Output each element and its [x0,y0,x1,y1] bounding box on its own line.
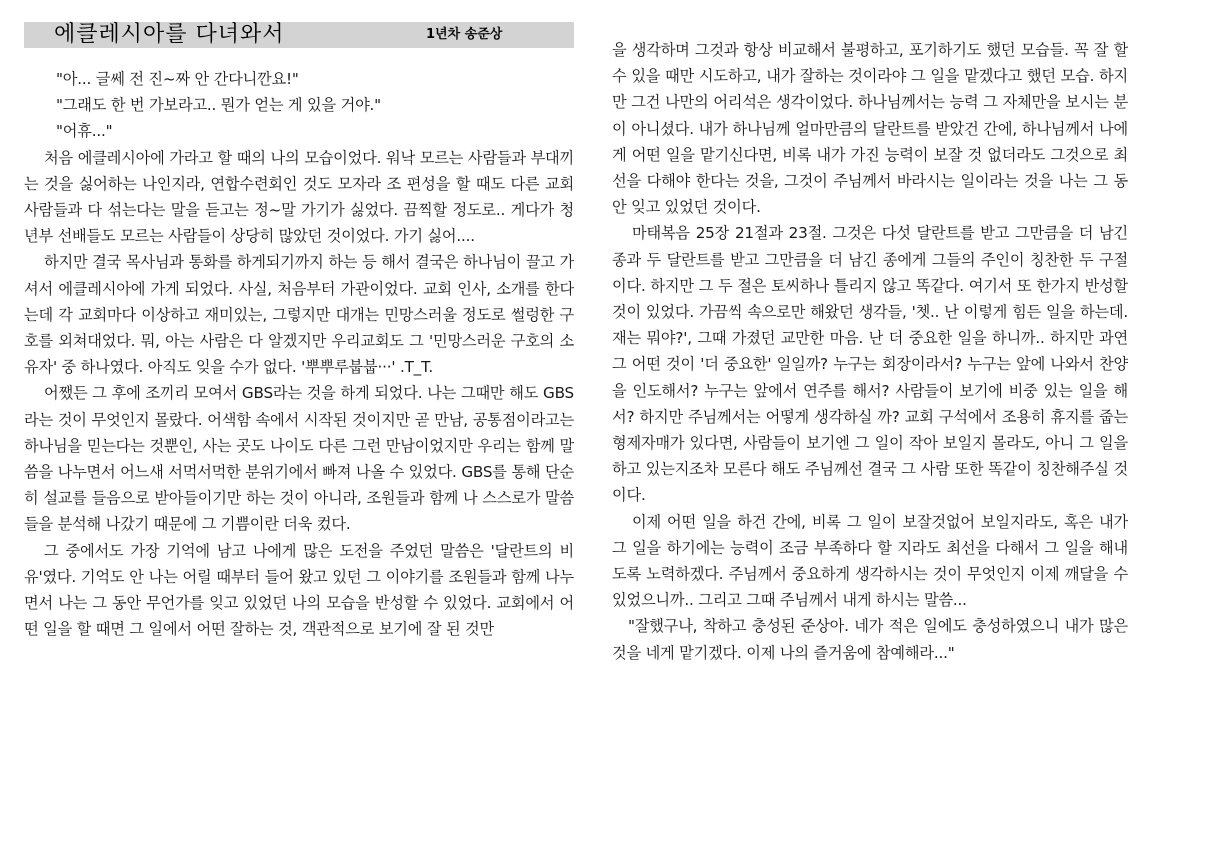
closing-quote: "잘했구나, 착하고 충성된 준상아. 네가 적은 일에도 충성하였으니 내가 많은 것을 네게 맡기겠다. 이제 나의 즐거움에 참예해라..." [612,617,1128,662]
body-paragraph: 을 생각하며 그것과 항상 비교해서 불평하고, 포기하기도 했던 모습들. 꼭 잘 할 수 있을 때만 시도하고, 내가 잘하는 것이라야 그 일을 맡겠다고 했던 모습. 하지만 그건 나만의 어리석은 생각이었다. 하나님께서는 능력 그 자체만을 보시는 분이 아니셨다. 내가 하나님께 얼마만큼의 달란트를 받았건 간에, 하나님께서 나에게 어떤 일을 맡기신다면, 비록 내가 가진 능력이 보잘 것 없더라도 그것으로 최선을 다해야 한다는 것을, 그것이 주님께서 바라시는 일이라는 것을 나는 그 동안 잊고 있었던 것이다. [612,41,1128,217]
dialogue-line: "어휴..." [56,122,113,141]
body-paragraph: 어쨌든 그 후에 조끼리 모여서 GBS라는 것을 하게 되었다. 나는 그때만 해도 GBS라는 것이 무엇인지 몰랐다. 어색함 속에서 시작된 것이지만 곧 만남, 공통점이라고는 하나님을 믿는다는 것뿐인, 사는 곳도 나이도 다른 그런 만남이었지만 우리는 함께 말씀을 나누면서 어느새 서먹서먹한 분위기에서 빠져 나올 수 있었다. GBS를 통해 단순히 설교를 들음으로 받아들이기만 하는 것이 아니라, 조원들과 함께 나 스스로가 말씀들을 분석해 나갔기 때문에 그 기쁨이란 더욱 컸다. [24,384,574,534]
author-byline: 1년차 송준상 [426,27,503,42]
body-paragraph: 이제 어떤 일을 하건 간에, 비록 그 일이 보잘것없어 보일지라도, 혹은 내가 그 일을 하기에는 능력이 조금 부족하다 할 지라도 최선을 다해서 그 일을 해내도록 노력하겠다. 주님께서 중요하게 생각하시는 것이 무엇인지 이제 깨달을 수 있었으니까.. 그리고 그때 주님께서 내게 하시는 말씀... [612,512,1128,610]
title-bar [24,22,574,48]
body-paragraph: 처음 에클레시아에 가라고 할 때의 나의 모습이었다. 워낙 모르는 사람들과 부대끼는 것을 싫어하는 나인지라, 연합수련회인 것도 모자라 조 편성을 할 때도 다른 교회 사람들과 다 섞는다는 말을 듣고는 정~말 가기가 싫었다. 끔찍할 정도로.. 게다가 청년부 선배들도 모르는 사람들이 상당히 많았던 것이었다. 가기 싫어.... [24,148,574,246]
body-paragraph: 마태복음 25장 21절과 23절. 그것은 다섯 달란트를 받고 그만큼을 더 남긴 종과 두 달란트를 받고 그만큼을 더 남긴 종에게 그들의 주인이 칭찬한 두 구절이다. 하지만 그 두 절은 토씨하나 틀리지 않고 똑같다. 여기서 또 한가지 반성할 것이 있었다. 가끔씩 속으로만 해왔던 생각들, '쳇.. 난 이렇게 힘든 일을 하는데. 재는 뭐야?', 그때 가졌던 교만한 마음. 난 더 중요한 일을 하니까.. 하지만 과연 그 어떤 것이 '더 중요한' 일일까? 누구는 회장이라서? 누구는 앞에 나와서 찬양을 인도해서? 누구는 앞에서 연주를 해서? 사람들이 보기에 비중 있는 일을 해서? 하지만 주님께서는 어떻게 생각하실 까? 교회 구석에서 조용히 휴지를 줍는 형제자매가 있다면, 사람들이 보기엔 그 일이 작아 보일지 몰라도, 아니 그 일을 하고 있는지조차 모른다 해도 주님께선 결국 그 사람 또한 똑같이 칭찬해주실 것이다. [612,224,1128,505]
right-column [612,37,1128,666]
article-title: 에클레시아를 다녀와서 [54,22,285,47]
body-paragraph: 하지만 결국 목사님과 통화를 하게되기까지 하는 등 해서 결국은 하나님이 끌고 가셔서 에클레시아에 가게 되었다. 사실, 처음부터 가관이었다. 교회 인사, 소개를 한다는데 각 교회마다 이상하고 재미있는, 그렇지만 대개는 민망스러울 정도로 썰렁한 구호를 외쳐대었다. 뭐, 아는 사람은 다 알겠지만 우리교회도 그 '민망스러운 구호의 소유자' 중 하나였다. 아직도 잊을 수가 없다. '뿌뿌루붑붑···' .T_T. [24,253,574,377]
body-paragraph: 그 중에서도 가장 기억에 남고 나에게 많은 도전을 주었던 말씀은 '달란트의 비유'였다. 기억도 안 나는 어릴 때부터 들어 왔고 있던 그 이야기를 조원들과 함께 나누면서 나는 그 동안 무언가를 잊고 있었던 나의 모습을 반성할 수 있었다. 교회에서 어떤 일을 할 때면 그 일에서 어떤 잘하는 것, 객관적으로 보기에 잘 된 것만 [24,541,574,639]
dialogue-line: "아... 글쎄 전 진~짜 안 간다니깐요!" [56,70,299,88]
dialogue-line: "그래도 한 번 가보라고.. 뭔가 얻는 게 있을 거야." [56,96,381,115]
left-column [24,66,574,642]
